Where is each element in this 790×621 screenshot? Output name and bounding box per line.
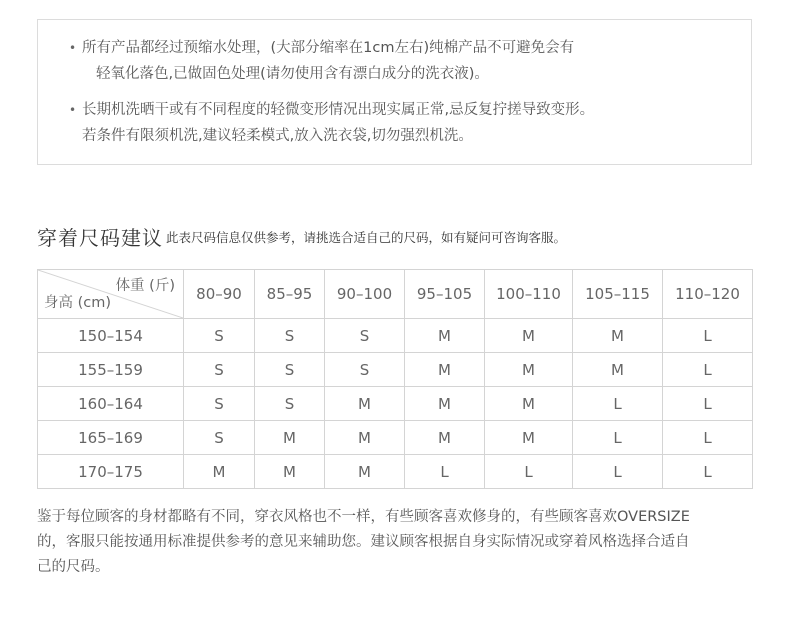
height-range-cell: 165–169: [38, 421, 184, 455]
weight-range-header: 95–105: [405, 270, 485, 319]
size-cell: S: [325, 319, 405, 353]
size-cell: M: [325, 387, 405, 421]
care-note-line: 所有产品都经过预缩水处理，(大部分缩率在1cm左右)纯棉产品不可避免会有: [82, 40, 575, 56]
height-range-cell: 155–159: [38, 353, 184, 387]
table-row: [38, 387, 753, 421]
height-range-cell: 170–175: [38, 455, 184, 489]
table-row: [38, 319, 753, 353]
fit-advice-line: 的，客服只能按通用标准提供参考的意见来辅助您。建议顾客根据自身实际情况或穿着风格选择合适自: [37, 534, 690, 550]
size-cell: S: [184, 319, 255, 353]
weight-range-header: 85–95: [255, 270, 325, 319]
size-cell: S: [184, 353, 255, 387]
height-range-cell: 160–164: [38, 387, 184, 421]
table-row: [38, 455, 753, 489]
care-note-line: 轻氧化落色,已做固色处理(请勿使用含有漂白成分的洗衣液)。: [96, 66, 489, 82]
size-cell: M: [184, 455, 255, 489]
fit-advice-paragraph: [37, 505, 757, 580]
weight-range-header: 110–120: [663, 270, 753, 319]
size-cell: L: [663, 387, 753, 421]
care-note-line: 长期机洗晒干或有不同程度的轻微变形情况出现实属正常,忌反复拧搓导致变形。: [82, 102, 595, 118]
size-cell: M: [255, 455, 325, 489]
size-cell: M: [405, 387, 485, 421]
size-cell: S: [325, 353, 405, 387]
table-header-row: [38, 270, 753, 319]
bullet-icon: •: [69, 103, 77, 117]
size-cell: L: [663, 319, 753, 353]
care-note: [69, 97, 595, 149]
height-axis-label: 身高 (cm): [44, 295, 112, 311]
size-cell: M: [325, 455, 405, 489]
weight-range-header: 80–90: [184, 270, 255, 319]
size-cell: M: [405, 319, 485, 353]
size-cell: M: [573, 353, 663, 387]
weight-range-header: 105–115: [573, 270, 663, 319]
bullet-icon: •: [69, 41, 77, 55]
size-cell: M: [325, 421, 405, 455]
size-cell: M: [405, 421, 485, 455]
size-cell: M: [485, 387, 573, 421]
size-chart-table: [37, 269, 753, 489]
size-section-subtitle: 此表尺码信息仅供参考，请挑选合适自己的尺码，如有疑问可咨询客服。: [166, 230, 567, 245]
size-section-title: 穿着尺码建议: [37, 226, 163, 250]
size-cell: M: [485, 421, 573, 455]
size-cell: S: [184, 387, 255, 421]
size-cell: M: [405, 353, 485, 387]
size-cell: S: [184, 421, 255, 455]
care-note-line: 若条件有限须机洗,建议轻柔模式,放入洗衣袋,切勿强烈机洗。: [82, 128, 473, 144]
size-cell: S: [255, 387, 325, 421]
size-cell: L: [573, 455, 663, 489]
table-corner-cell: [38, 270, 184, 319]
size-cell: L: [485, 455, 573, 489]
fit-advice-line: 己的尺码。: [37, 559, 110, 575]
care-note: [69, 35, 575, 87]
size-cell: S: [255, 319, 325, 353]
size-cell: L: [663, 421, 753, 455]
size-cell: L: [663, 455, 753, 489]
size-cell: M: [255, 421, 325, 455]
size-cell: M: [573, 319, 663, 353]
size-cell: S: [255, 353, 325, 387]
table-row: [38, 421, 753, 455]
size-cell: L: [573, 387, 663, 421]
size-cell: L: [405, 455, 485, 489]
weight-range-header: 90–100: [325, 270, 405, 319]
care-notes-box: [37, 19, 752, 165]
weight-range-header: 100–110: [485, 270, 573, 319]
size-cell: M: [485, 319, 573, 353]
height-range-cell: 150–154: [38, 319, 184, 353]
table-row: [38, 353, 753, 387]
size-cell: M: [485, 353, 573, 387]
size-cell: L: [573, 421, 663, 455]
size-cell: L: [663, 353, 753, 387]
fit-advice-line: 鉴于每位顾客的身材都略有不同，穿衣风格也不一样，有些顾客喜欢修身的，有些顾客喜欢OVERSIZE: [37, 509, 690, 525]
weight-axis-label: 体重 (斤): [115, 278, 175, 294]
